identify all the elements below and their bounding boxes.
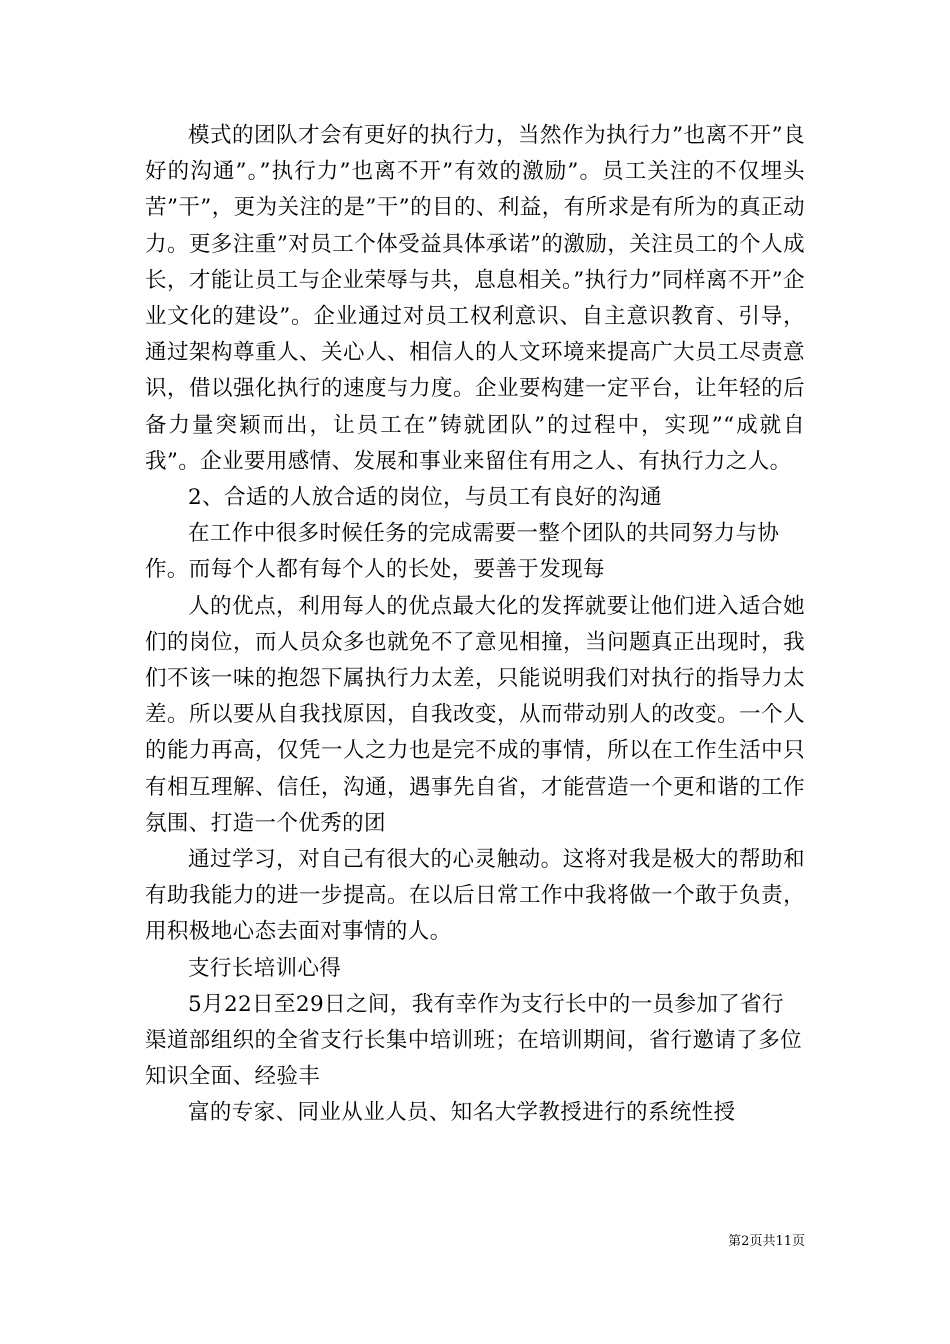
paragraph-training-continued: 富的专家、同业从业人员、知名大学教授进行的系统性授 xyxy=(188,1100,736,1126)
document-body xyxy=(145,118,805,1132)
page-number: 第2页共11页 xyxy=(728,1234,805,1249)
paragraph-training-intro: 5月22日至29日之间，我有幸作为支行长中的一员参加了省行渠道部组织的全省支行长集中培训班；在培训期间，省行邀请了多位知识全面、经验丰 xyxy=(145,991,803,1090)
paragraph-strengths: 人的优点，利用每人的优点最大化的发挥就要让他们进入适合她们的岗位，而人员众多也就免不了意见相撞，当问题真正出现时，我们不该一味的抱怨下属执行力太差，只能说明我们对执行的指导力太差。所以要从自我找原因，自我改变，从而带动别人的改变。一个人的能力再高，仅凭一人之力也是完不成的事情，所以在工作生活中只有相互理解、信任，沟通，遇事先自省，才能营造一个更和谐的工作氛围、打造一个优秀的团 xyxy=(145,593,805,836)
paragraph-execution-culture: 模式的团队才会有更好的执行力，当然作为执行力”也离不开”良好的沟通”。”执行力”也离不开”有效的激励”。员工关注的不仅埋头苦”干”，更为关注的是”干”的目的、利益，有所求是有所为的真正动力。更多注重”对员工个体受益具体承诺”的激励，关注员工的个人成长，才能让员工与企业荣辱与共，息息相关。”执行力”同样离不开”企业文化的建设”。企业通过对员工权利意识、自主意识教育、引导，通过架构尊重人、关心人、相信人的人文环境来提高广大员工尽责意识，借以强化执行的速度与力度。企业要构建一定平台，让年轻的后备力量突颖而出，让员工在”铸就团队”的过程中，实现”“成就自我”。企业要用感情、发展和事业来留住有用之人、有执行力之人。 xyxy=(145,123,805,474)
section-heading-right-person-right-post: 2、合适的人放合适的岗位，与员工有良好的沟通 xyxy=(188,485,662,511)
article-title-training: 支行长培训心得 xyxy=(188,955,342,981)
paragraph-reflection: 通过学习，对自己有很大的心灵触动。这将对我是极大的帮助和有助我能力的进一步提高。在以后日常工作中我将做一个敢于负责，用积极地心态去面对事情的人。 xyxy=(145,847,805,945)
paragraph-teamwork: 在工作中很多时候任务的完成需要一整个团队的共同努力与协作。而每个人都有每个人的长处，要善于发现每 xyxy=(145,521,780,583)
